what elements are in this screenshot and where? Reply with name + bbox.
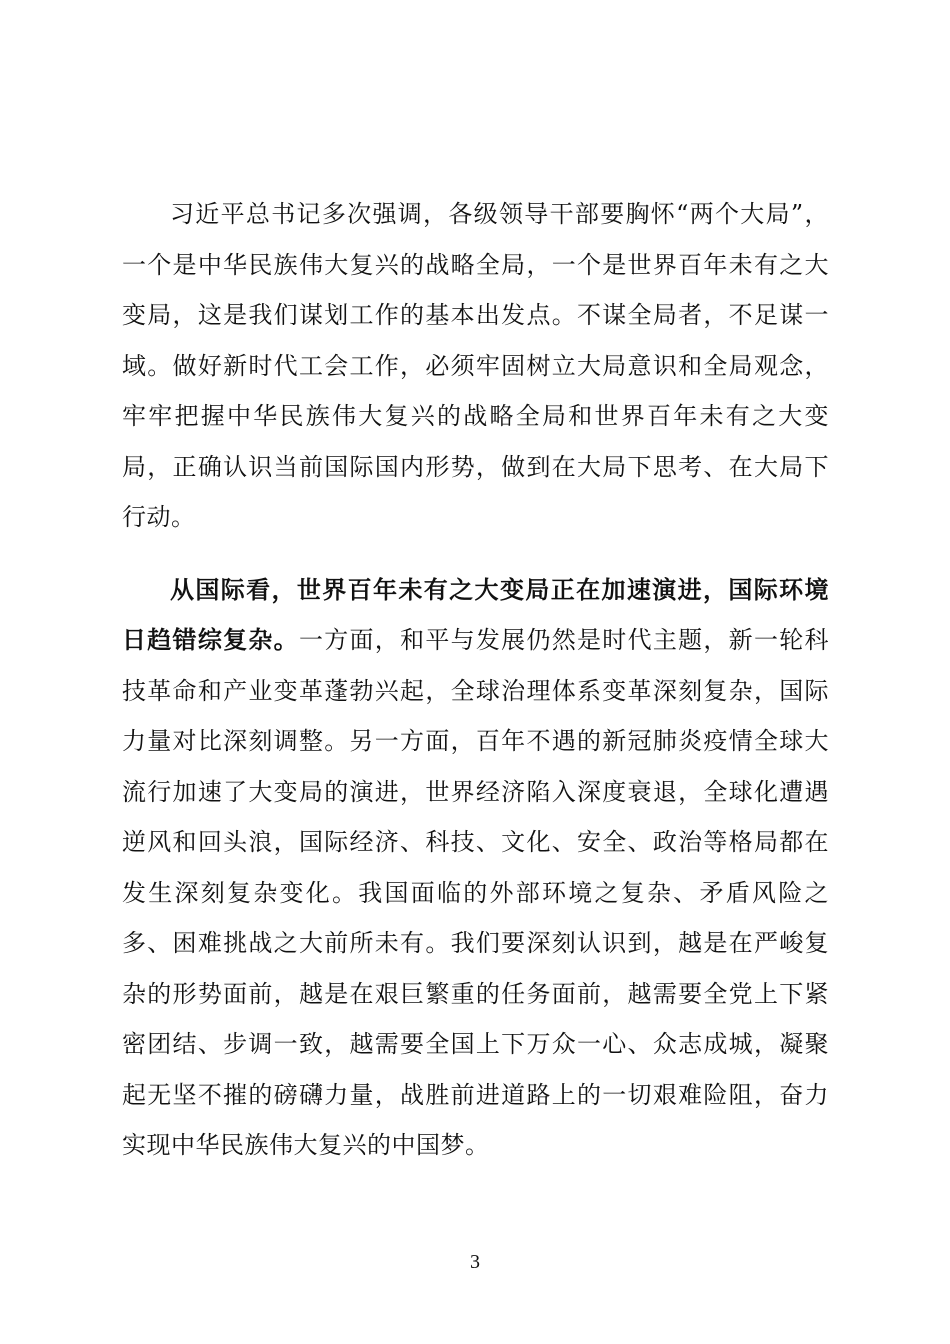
paragraph-2-lead: 从国际看，世界百年未有之大变局正在加速演进，国际环境日趋错综复杂。 <box>122 574 829 654</box>
paragraph-2 <box>122 565 829 1171</box>
paragraph-2-text: 一方面，和平与发展仍然是时代主题，新一轮科技革命和产业变革蓬勃兴起，全球治理体系变革深刻复杂，国际力量对比深刻调整。另一方面，百年不遇的新冠肺炎疫情全球大流行加速了大变局的演进，世界经济陷入深度衰退，全球化遭遇逆风和回头浪，国际经济、科技、文化、安全、政治等格局都在发生深刻复杂变化。我国面临的外部环境之复杂、矛盾风险之多、困难挑战之大前所未有。我们要深刻认识到，越是在严峻复杂的形势面前，越是在艰巨繁重的任务面前，越需要全党上下紧密团结、步调一致，越需要全国上下万众一心、众志成城，凝聚起无坚不摧的磅礴力量，战胜前进道路上的一切艰难险阻，奋力实现中华民族伟大复兴的中国梦。 <box>122 626 830 1159</box>
paragraph-1 <box>122 189 829 543</box>
body-text <box>122 189 829 1171</box>
page-number: 3 <box>470 1251 480 1273</box>
paragraph-1-text: 习近平总书记多次强调，各级领导干部要胸怀“两个大局”，一个是中华民族伟大复兴的战略全局，一个是世界百年未有之大变局，这是我们谋划工作的基本出发点。不谋全局者，不足谋一域。做好新时代工会工作，必须牢固树立大局意识和全局观念，牢牢把握中华民族伟大复兴的战略全局和世界百年未有之大变局，正确认识当前国际国内形势，做到在大局下思考、在大局下行动。 <box>122 200 829 531</box>
